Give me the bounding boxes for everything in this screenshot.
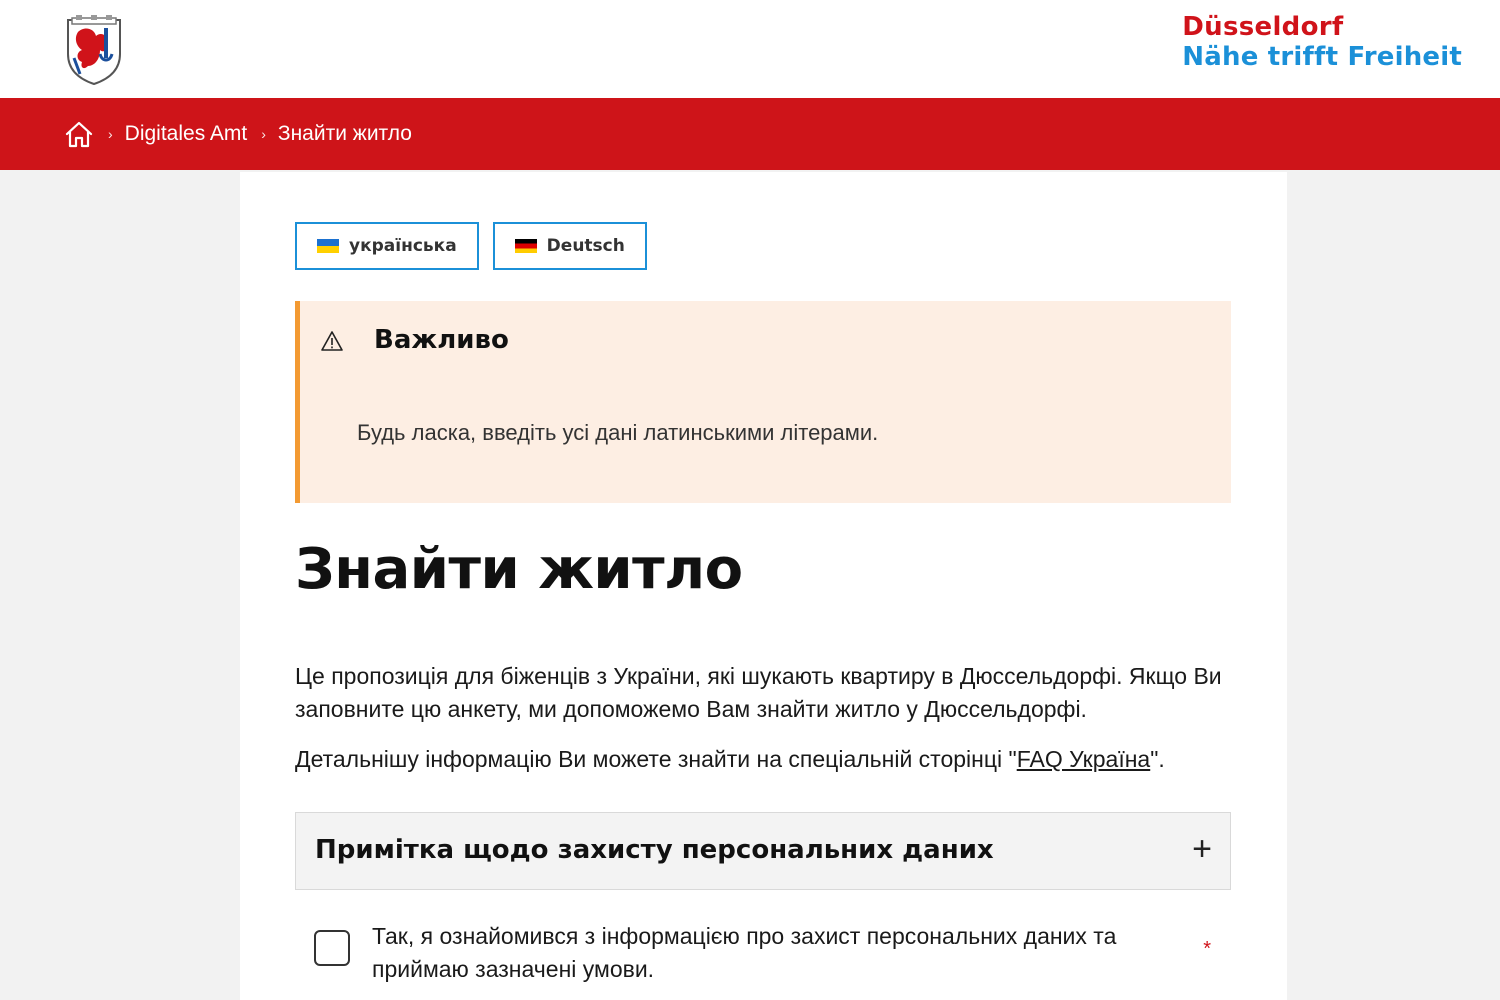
intro-paragraph: Це пропозиція для біженців з України, які шукають квартиру в Дюссельдорфі. Якщо Ви заповните цю анкету, ми допоможемо Вам знайти житло у Дюссельдорфі. — [295, 663, 1222, 722]
notice-title: Важливо — [374, 325, 509, 355]
warning-icon — [320, 329, 344, 353]
chevron-right-icon: › — [108, 126, 113, 142]
city-crest-logo[interactable] — [64, 14, 124, 86]
consent-checkbox[interactable] — [314, 930, 350, 966]
accordion-title: Примітка щодо захисту персональних даних — [315, 835, 994, 865]
language-button-german[interactable] — [493, 222, 647, 270]
language-switcher — [295, 222, 647, 270]
privacy-accordion[interactable] — [295, 812, 1231, 890]
breadcrumb-digitales-amt[interactable]: Digitales Amt — [124, 122, 248, 145]
brand-wordmark[interactable] — [1182, 12, 1462, 72]
privacy-consent — [295, 918, 1231, 988]
brand-city: Düsseldorf — [1182, 12, 1344, 42]
faq-paragraph — [295, 743, 1245, 776]
chevron-right-icon: › — [261, 126, 266, 142]
language-button-ukrainian[interactable] — [295, 222, 479, 270]
home-icon[interactable] — [64, 119, 94, 149]
important-notice — [295, 301, 1231, 503]
main-content — [240, 172, 1287, 1000]
required-marker: * — [1203, 938, 1211, 960]
faq-ukraine-link[interactable]: FAQ Україна — [1016, 746, 1151, 772]
breadcrumb-current: Знайти житло — [277, 122, 412, 145]
germany-flag-icon — [515, 239, 537, 253]
ukraine-flag-icon — [317, 239, 339, 253]
language-label: Deutsch — [546, 236, 625, 256]
language-label: українська — [349, 236, 457, 256]
faq-text-suffix: ". — [1150, 746, 1165, 772]
consent-label: Так, я ознайомився з інформацією про захист персональних даних та приймаю зазначені умови. — [372, 923, 1117, 982]
plus-icon[interactable]: + — [1192, 830, 1212, 868]
page-title: Знайти житло — [295, 537, 743, 602]
brand-slogan: Nähe trifft Freiheit — [1182, 42, 1462, 72]
breadcrumb — [0, 98, 1500, 170]
faq-text-prefix: Детальнішу інформацію Ви можете знайти на спеціальній сторінці " — [295, 746, 1017, 772]
notice-text: Будь ласка, введіть усі дані латинськими літерами. — [357, 420, 879, 445]
site-header — [0, 0, 1500, 98]
